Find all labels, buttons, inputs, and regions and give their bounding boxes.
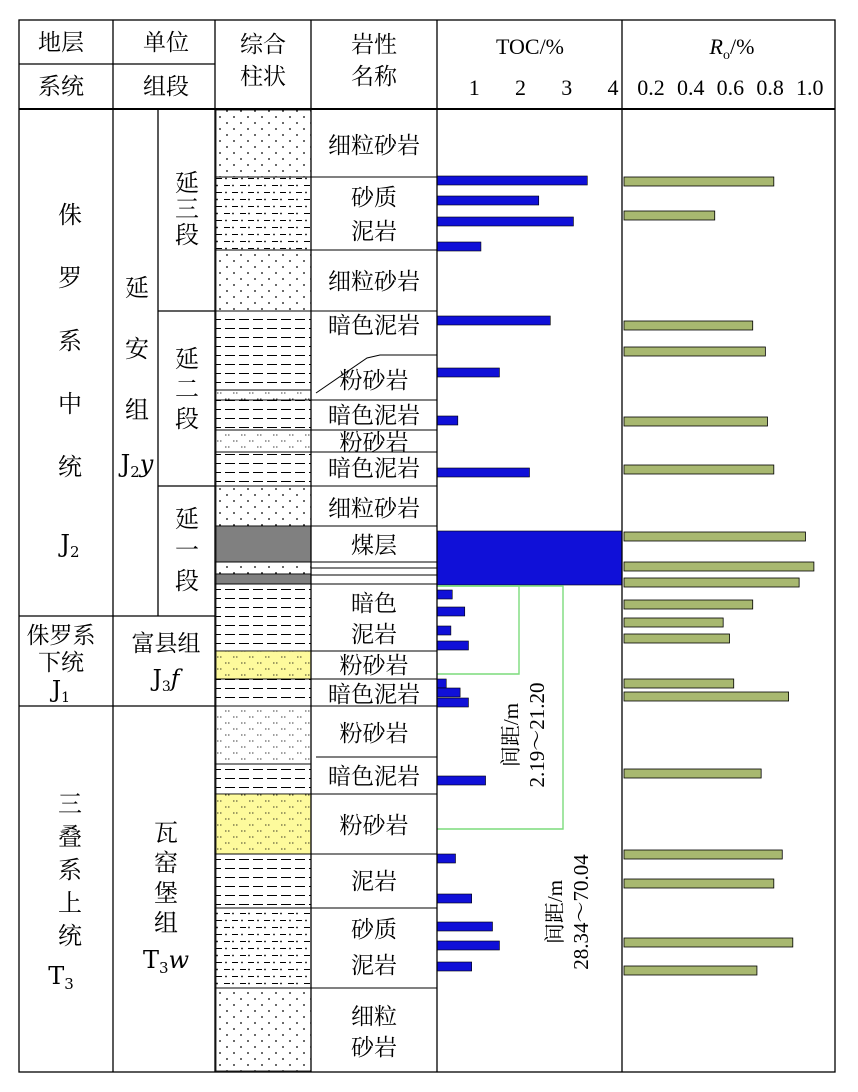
toc-bar [437,641,468,650]
system-jurassic-middle-code: $J_2$ [60,530,80,561]
lithology-name: 暗色泥岩 [328,456,420,482]
ro-bar [624,211,715,220]
lbl-jm-char: 中 [58,390,82,418]
ro-tick-label: 0.8 [756,75,784,100]
column-layer [216,250,311,311]
table-header [38,30,824,100]
lbl-m3-char: 段 [175,221,199,249]
toc-bar [437,626,451,635]
lithology-column [216,110,311,1071]
column-layer [216,584,311,651]
column-layer [216,574,311,584]
toc-bar [437,590,452,599]
column-layer [216,430,311,452]
lbl-m3-char: 延 [175,169,199,197]
lbl-wyb-char: 堡 [154,879,178,907]
system-jurassic-lower-code: $J_1$ [51,677,71,706]
column-layer [216,486,311,526]
lbl-yanan-char: 延 [125,274,149,302]
lbl-yanan-char: 组 [125,396,149,424]
ro-bar [624,938,793,947]
column-layer [216,908,311,988]
lbl-tu-char: 叠 [58,823,82,851]
lbl-yanan-char: 安 [125,335,149,363]
header-column-l1: 综合 [240,32,286,58]
toc-bar [437,941,499,950]
lbl-m1-char: 延 [175,505,199,533]
column-layer [216,706,311,764]
formation-wayaobao-code: $T_3w$ [142,946,190,977]
group-yanan-code: $J_2y$ [120,450,154,481]
lithology-name: 暗色泥岩 [328,764,420,790]
toc-bar [437,698,468,707]
lbl-tu-char: 三 [58,790,82,818]
toc-bar [437,962,472,971]
interval-note-small: 间距/m2.19～21.20 [499,682,549,788]
column-layer [216,679,311,706]
column-layer [216,562,311,574]
header-lithology-l1: 岩性 [351,32,397,58]
ro-bar [624,347,765,356]
formation-fuxian-code: $J_3f$ [152,666,180,695]
toc-bar [437,679,446,688]
member-yan3 [175,169,199,249]
toc-bar [437,854,456,863]
column-layer [216,177,311,250]
ro-bar [624,321,753,330]
column-layer [216,390,311,400]
lbl-m1-char: 一 [175,536,199,564]
header-column-l2: 柱状 [240,64,286,90]
ro-tick-label: 0.2 [637,75,665,100]
lithology-name: 泥岩 [351,953,397,979]
ro-bar [624,417,767,426]
toc-tick-label: 2 [515,75,526,100]
lbl-jm-char: 侏 [58,201,82,229]
column-layer [216,452,311,486]
member-yan2 [175,345,199,433]
lithology-name: 砂岩 [351,1035,397,1061]
toc-tick-label: 4 [607,75,619,100]
lbl-wyb-char: 窑 [154,849,178,877]
lithology-name: 砂质 [351,185,397,211]
system-triassic-upper [58,790,82,950]
system-jurassic-lower-l1: 侏罗系 [26,623,96,649]
toc-bar [437,607,465,616]
column-layer [216,794,311,854]
ro-bar [624,879,774,888]
lbl-m2-char: 段 [175,405,199,433]
ro-axis-ticks [637,75,823,100]
lithology-name: 泥岩 [351,622,397,648]
toc-bar [437,176,587,185]
column-layer [216,526,311,562]
lbl-tu-char: 系 [58,856,82,884]
toc-bar [437,894,472,903]
lithology-name: 粉砂岩 [339,368,409,394]
header-lithology-l2: 名称 [351,64,397,90]
lithology-names [311,133,437,1061]
toc-bar [437,368,499,377]
toc-bar [437,217,573,226]
column-layer [216,651,311,679]
lithology-name: 细粒砂岩 [328,269,420,295]
lithology-name: 细粒 [351,1004,397,1030]
ro-bar [624,634,730,643]
toc-tick-label: 1 [468,75,480,100]
ro-bar [624,966,757,975]
lithology-name: 粉砂岩 [339,721,409,747]
formation-wayaobao [154,819,178,937]
lbl-m3-char: 三 [175,195,199,223]
system-jurassic-middle [58,201,82,481]
toc-bar [437,922,493,931]
column-layer [216,764,311,794]
lithology-name: 暗色 [351,591,397,617]
lithology-name: 泥岩 [351,219,397,245]
ro-tick-label: 0.6 [716,75,745,100]
ro-bars [624,177,814,975]
header-ro-label: $R_o/\%$ [709,34,755,63]
lbl-wyb-char: 组 [154,909,178,937]
lbl-tu-char: 上 [58,889,82,917]
lithology-name: 粉砂岩 [339,430,409,456]
column-layer [216,400,311,430]
lbl-m1-char: 段 [175,567,199,595]
header-group-member: 组段 [143,74,189,100]
ro-bar [624,532,805,541]
header-strata: 地层 [38,30,84,56]
member-yan1 [175,505,199,595]
toc-axis-ticks [469,75,619,100]
ro-bar [624,578,799,587]
lbl-jm-char: 系 [58,327,82,355]
header-system: 系统 [38,74,84,100]
lithology-name: 泥岩 [351,869,397,895]
ro-bar [624,850,782,859]
column-layer [216,988,311,1071]
ro-bar [624,562,814,571]
toc-bar [437,196,539,205]
header-toc-label: TOC/% [495,34,565,59]
column-layer [216,311,311,390]
ro-bar [624,679,734,688]
formation-fuxian: 富县组 [131,631,201,657]
toc-bar [437,316,550,325]
ro-bar [624,465,774,474]
toc-bar [437,416,458,425]
toc-tick-label: 3 [561,75,573,100]
system-jurassic-lower-l2: 下统 [38,650,84,676]
lithology-name: 煤层 [351,533,397,559]
group-yanan [125,274,149,424]
toc-bar [437,776,486,785]
toc-bar [437,688,460,697]
ro-bar [624,600,753,609]
ro-tick-label: 0.4 [676,75,705,100]
lithology-name: 暗色泥岩 [328,682,420,708]
lithology-name: 暗色泥岩 [328,313,420,339]
ro-bar [624,692,789,701]
lbl-wyb-char: 瓦 [154,819,178,847]
lithology-name: 砂质 [351,917,397,943]
lbl-m2-char: 二 [175,375,199,403]
column-layer [216,854,311,908]
system-triassic-upper-code: $T_3$ [48,962,74,993]
ro-bar [624,618,723,627]
lbl-m2-char: 延 [175,345,199,373]
lbl-tu-char: 统 [58,922,82,950]
interval-note-large: 间距/m28.34～70.04 [543,854,593,970]
lithology-name: 粉砂岩 [339,653,409,679]
ro-tick-label: 1.0 [796,75,824,100]
toc-bar [437,242,481,251]
lithology-name: 细粒砂岩 [328,133,420,159]
ro-bar [624,769,761,778]
lithology-name: 粉砂岩 [339,813,409,839]
toc-bars [437,176,622,971]
ro-bar [624,177,774,186]
toc-bar [437,531,622,585]
header-unit: 单位 [143,30,189,56]
lbl-jm-char: 罗 [58,264,82,292]
lithology-name: 细粒砂岩 [328,496,420,522]
column-layer [216,110,311,177]
toc-bar [437,468,530,477]
lithology-name: 暗色泥岩 [328,403,420,429]
lbl-jm-char: 统 [58,453,82,481]
